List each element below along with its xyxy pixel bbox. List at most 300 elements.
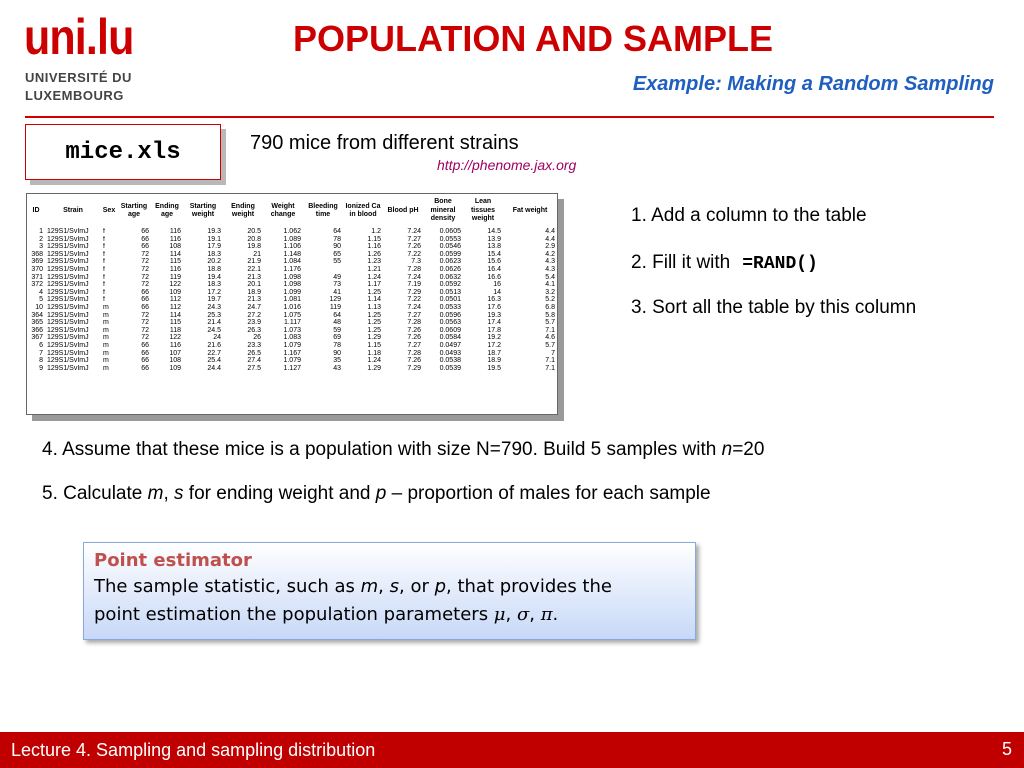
table-cell: 3 bbox=[39, 243, 43, 251]
table-cell: 1.176 bbox=[283, 265, 301, 273]
step-5 bbox=[42, 483, 711, 505]
callout-m: m bbox=[360, 576, 379, 597]
slide-subtitle: Example: Making a Random Sampling bbox=[632, 73, 994, 95]
table-cell: 20.1 bbox=[247, 281, 261, 289]
table-cell: 4.3 bbox=[545, 265, 555, 273]
table-cell: 1.098 bbox=[283, 273, 301, 281]
table-cell: f bbox=[103, 288, 105, 296]
table-cell: 0.0599 bbox=[439, 250, 461, 258]
table-cell: 7.26 bbox=[407, 326, 421, 334]
table-cell: 72 bbox=[141, 319, 149, 327]
table-row bbox=[27, 357, 557, 365]
table-header-cell: Bone mineral density bbox=[430, 198, 456, 223]
table-cell: 5.7 bbox=[545, 319, 555, 327]
step-5-end: – proportion of males for each sample bbox=[386, 483, 711, 504]
table-cell: 364 bbox=[31, 311, 43, 319]
table-cell: 119 bbox=[169, 273, 181, 281]
table-cell: 129S1/SvImJ bbox=[47, 243, 89, 251]
table-cell: 0.0632 bbox=[439, 273, 461, 281]
table-cell: 1.25 bbox=[367, 326, 381, 334]
table-cell: 25.3 bbox=[207, 311, 221, 319]
table-cell: 19.3 bbox=[487, 311, 501, 319]
university-logo-mark: uni.lu bbox=[24, 9, 134, 65]
table-cell: 17.8 bbox=[487, 326, 501, 334]
step-2-text: 2. Fill it with bbox=[631, 252, 731, 273]
callout-l1-end: , that provides the bbox=[446, 576, 612, 597]
step-4-text: 4. Assume that these mice is a population with size N=790. Build 5 samples with bbox=[42, 439, 722, 460]
table-cell: 15.4 bbox=[487, 250, 501, 258]
step-5-s: s bbox=[174, 483, 184, 504]
table-cell: 14 bbox=[493, 288, 501, 296]
table-cell: 27.5 bbox=[247, 364, 261, 372]
table-cell: 1.15 bbox=[367, 341, 381, 349]
table-cell: 1.17 bbox=[367, 281, 381, 289]
table-cell: 1.083 bbox=[283, 334, 301, 342]
slide-title: POPULATION AND SAMPLE bbox=[293, 18, 774, 59]
table-row bbox=[27, 258, 557, 266]
table-cell: 17.9 bbox=[207, 243, 221, 251]
table-row bbox=[27, 334, 557, 342]
table-cell: 0.0533 bbox=[439, 303, 461, 311]
table-cell: 1.075 bbox=[283, 311, 301, 319]
table-cell: 13.9 bbox=[487, 235, 501, 243]
table-header-cell: Sex bbox=[102, 206, 116, 214]
table-cell: 129S1/SvImJ bbox=[47, 341, 89, 349]
table-cell: 19.1 bbox=[207, 235, 221, 243]
table-cell: 13.8 bbox=[487, 243, 501, 251]
callout-l1-comma: , bbox=[378, 576, 390, 597]
table-cell: 21.9 bbox=[247, 258, 261, 266]
callout-mu: μ bbox=[493, 604, 506, 625]
table-cell: 1.106 bbox=[283, 243, 301, 251]
table-cell: 48 bbox=[333, 319, 341, 327]
table-cell: 372 bbox=[31, 281, 43, 289]
table-cell: f bbox=[103, 296, 105, 304]
table-cell: 7 bbox=[39, 349, 43, 357]
table-cell: 23.3 bbox=[247, 341, 261, 349]
step-5-p: p bbox=[375, 483, 387, 504]
table-cell: 1.29 bbox=[367, 364, 381, 372]
table-cell: f bbox=[103, 273, 105, 281]
table-cell: 35 bbox=[333, 357, 341, 365]
table-cell: 129S1/SvImJ bbox=[47, 296, 89, 304]
table-row bbox=[27, 296, 557, 304]
table-cell: 72 bbox=[141, 265, 149, 273]
table-cell: 72 bbox=[141, 311, 149, 319]
table-cell: 66 bbox=[141, 357, 149, 365]
table-cell: 10 bbox=[35, 303, 43, 311]
source-url[interactable]: http://phenome.jax.org bbox=[437, 157, 577, 173]
table-cell: 90 bbox=[333, 243, 341, 251]
logo-text-line2: LUXEMBOURG bbox=[25, 88, 124, 103]
table-cell: 1.167 bbox=[283, 349, 301, 357]
table-cell: 112 bbox=[169, 303, 181, 311]
table-cell: 17.4 bbox=[487, 319, 501, 327]
table-cell: 1.098 bbox=[283, 281, 301, 289]
table-cell: m bbox=[103, 349, 109, 357]
table-cell: 0.0501 bbox=[439, 296, 461, 304]
callout-l2-comma2: , bbox=[529, 604, 541, 625]
table-cell: 8 bbox=[39, 357, 43, 365]
table-cell: 4.4 bbox=[545, 228, 555, 235]
table-cell: m bbox=[103, 311, 109, 319]
table-cell: 72 bbox=[141, 326, 149, 334]
table-cell: f bbox=[103, 281, 105, 289]
table-row bbox=[27, 266, 557, 274]
table-cell: 118 bbox=[169, 326, 181, 334]
table-cell: 7.29 bbox=[407, 288, 421, 296]
table-cell: 90 bbox=[333, 349, 341, 357]
table-cell: 69 bbox=[333, 334, 341, 342]
table-cell: 21.3 bbox=[247, 273, 261, 281]
table-cell: 17.6 bbox=[487, 303, 501, 311]
table-cell: 1.29 bbox=[367, 334, 381, 342]
callout-l2-text: point estimation the population parameters bbox=[94, 604, 494, 625]
table-cell: 129S1/SvImJ bbox=[47, 357, 89, 365]
table-cell: f bbox=[103, 243, 105, 251]
table-cell: 129S1/SvImJ bbox=[47, 334, 89, 342]
callout-sigma: σ bbox=[516, 604, 530, 625]
table-cell: 129S1/SvImJ bbox=[47, 326, 89, 334]
table-cell: 129S1/SvImJ bbox=[47, 303, 89, 311]
table-cell: 122 bbox=[169, 334, 181, 342]
table-header-cell: Starting age bbox=[120, 202, 148, 218]
logo-text-line1: UNIVERSITÉ DU bbox=[25, 70, 132, 85]
table-cell: 18.9 bbox=[487, 357, 501, 365]
table-cell: 7.3 bbox=[411, 258, 421, 266]
table-cell: 7 bbox=[551, 349, 555, 357]
table-cell: 64 bbox=[333, 228, 341, 235]
table-cell: 1.18 bbox=[367, 349, 381, 357]
table-cell: 114 bbox=[169, 311, 181, 319]
table-cell: m bbox=[103, 341, 109, 349]
table-cell: 116 bbox=[169, 341, 181, 349]
step-2 bbox=[631, 252, 818, 274]
table-cell: 1 bbox=[39, 228, 43, 235]
table-cell: 4.2 bbox=[545, 250, 555, 258]
table-cell: 26.5 bbox=[247, 349, 261, 357]
table-row bbox=[27, 236, 557, 244]
table-cell: 26.3 bbox=[247, 326, 261, 334]
table-cell: 18.9 bbox=[247, 288, 261, 296]
table-cell: 7.24 bbox=[407, 303, 421, 311]
table-cell: 66 bbox=[141, 288, 149, 296]
table-cell: 72 bbox=[141, 273, 149, 281]
dataset-description: 790 mice from different strains bbox=[250, 132, 519, 154]
table-cell: 4.4 bbox=[545, 235, 555, 243]
table-cell: 0.0605 bbox=[439, 228, 461, 235]
table-cell: 129S1/SvImJ bbox=[47, 311, 89, 319]
table-cell: 114 bbox=[169, 250, 181, 258]
footer-lecture-title: Lecture 4. Sampling and sampling distribution bbox=[11, 740, 376, 760]
table-cell: 7.1 bbox=[545, 326, 555, 334]
table-header-cell: Blood pH bbox=[387, 206, 419, 214]
table-cell: 1.117 bbox=[284, 319, 301, 327]
table-cell: 115 bbox=[169, 319, 181, 327]
table-cell: 21.4 bbox=[207, 319, 221, 327]
table-cell: 6 bbox=[39, 341, 43, 349]
table-cell: 65 bbox=[333, 250, 341, 258]
mice-data-table bbox=[26, 193, 558, 415]
table-cell: 0.0553 bbox=[439, 235, 461, 243]
table-cell bbox=[303, 266, 343, 274]
table-cell: 72 bbox=[141, 334, 149, 342]
table-cell: 18.7 bbox=[487, 349, 501, 357]
table-cell: 4.1 bbox=[545, 281, 555, 289]
table-header-cell: Ending age bbox=[155, 202, 179, 218]
table-cell: 0.0546 bbox=[439, 243, 461, 251]
table-cell: 66 bbox=[141, 243, 149, 251]
file-name-label: mice.xls bbox=[65, 138, 181, 166]
table-cell: 14.5 bbox=[487, 228, 501, 235]
step-5-comma: , bbox=[163, 483, 175, 504]
table-cell: 27.4 bbox=[247, 357, 261, 365]
table-header-cell: Strain bbox=[63, 206, 83, 214]
callout-l1-or: , or bbox=[399, 576, 435, 597]
table-cell: 0.0584 bbox=[439, 334, 461, 342]
table-row bbox=[27, 327, 557, 335]
table-row bbox=[27, 350, 557, 358]
table-cell: 7.28 bbox=[407, 265, 421, 273]
table-cell: 0.0609 bbox=[439, 326, 461, 334]
table-cell: f bbox=[103, 228, 105, 235]
table-cell: 78 bbox=[333, 341, 341, 349]
table-cell: 0.0513 bbox=[439, 288, 461, 296]
table-row bbox=[27, 281, 557, 289]
table-cell: 25.4 bbox=[207, 357, 221, 365]
table-cell: 7.27 bbox=[407, 235, 421, 243]
table-cell: 1.14 bbox=[367, 296, 381, 304]
table-cell: 129S1/SvImJ bbox=[47, 349, 89, 357]
table-cell: 5.8 bbox=[545, 311, 555, 319]
table-cell: 7.28 bbox=[407, 319, 421, 327]
table-cell: 129S1/SvImJ bbox=[47, 258, 89, 266]
callout-line-1 bbox=[94, 573, 685, 601]
table-cell: 24 bbox=[213, 334, 221, 342]
table-cell: 0.0539 bbox=[439, 364, 461, 372]
table-cell: 21 bbox=[253, 250, 261, 258]
table-cell: 129S1/SvImJ bbox=[47, 281, 89, 289]
title-divider bbox=[25, 116, 994, 118]
table-cell: 1.089 bbox=[283, 235, 301, 243]
table-cell: f bbox=[103, 265, 105, 273]
table-cell: 1.24 bbox=[367, 357, 381, 365]
step-4 bbox=[42, 439, 764, 461]
table-cell: 1.16 bbox=[367, 243, 381, 251]
table-cell: f bbox=[103, 235, 105, 243]
table-cell: 1.2 bbox=[371, 228, 381, 235]
table-cell: 108 bbox=[169, 243, 181, 251]
table-cell: 1.23 bbox=[367, 258, 381, 266]
table-cell: 16.4 bbox=[487, 265, 501, 273]
table-cell: 18.3 bbox=[207, 250, 221, 258]
table-cell: 9 bbox=[39, 364, 43, 372]
table-header-row bbox=[27, 194, 557, 228]
table-cell: 24.7 bbox=[247, 303, 261, 311]
table-cell: 4 bbox=[39, 288, 43, 296]
table-cell: 72 bbox=[141, 281, 149, 289]
table-cell: 1.081 bbox=[283, 296, 301, 304]
table-cell: 19.4 bbox=[207, 273, 221, 281]
table-cell: 66 bbox=[141, 303, 149, 311]
table-cell: 16.3 bbox=[487, 296, 501, 304]
page-number: 5 bbox=[1001, 739, 1012, 759]
table-cell: 116 bbox=[169, 235, 181, 243]
table-cell: 365 bbox=[31, 319, 43, 327]
table-cell: 1.24 bbox=[367, 273, 381, 281]
table-cell: 2 bbox=[39, 235, 43, 243]
table-cell: 21.3 bbox=[247, 296, 261, 304]
step-1: 1. Add a column to the table bbox=[631, 205, 867, 226]
file-name-box bbox=[25, 124, 221, 180]
callout-line-2 bbox=[94, 601, 685, 629]
table-cell: 27.2 bbox=[247, 311, 261, 319]
table-header-cell: Fat weight bbox=[512, 206, 548, 214]
step-4-n: n bbox=[721, 439, 733, 460]
callout-l1-text: The sample statistic, such as bbox=[94, 576, 361, 597]
callout-p: p bbox=[434, 576, 447, 597]
step-5-text: 5. Calculate bbox=[42, 483, 148, 504]
callout-l2-comma1: , bbox=[505, 604, 517, 625]
table-header-cell: Starting weight bbox=[189, 202, 217, 218]
table-cell: 1.25 bbox=[367, 288, 381, 296]
table-cell: 129S1/SvImJ bbox=[47, 319, 89, 327]
table-row bbox=[27, 319, 557, 327]
table-cell: 19.5 bbox=[487, 364, 501, 372]
table-cell: m bbox=[103, 357, 109, 365]
table-cell: 19.8 bbox=[247, 243, 261, 251]
table-row bbox=[27, 274, 557, 282]
table-cell: 1.073 bbox=[283, 326, 301, 334]
table-cell: 0.0592 bbox=[439, 281, 461, 289]
table-cell: 0.0563 bbox=[439, 319, 461, 327]
table-cell: 2.9 bbox=[545, 243, 555, 251]
table-cell: 7.22 bbox=[407, 250, 421, 258]
table-cell: 24.3 bbox=[207, 303, 221, 311]
table-cell: 22.1 bbox=[247, 265, 261, 273]
table-cell: 129 bbox=[329, 296, 341, 304]
table-cell: 72 bbox=[141, 250, 149, 258]
table-row bbox=[27, 251, 557, 259]
table-cell: 19.7 bbox=[207, 296, 221, 304]
table-cell: m bbox=[103, 364, 109, 372]
table-cell: 66 bbox=[141, 364, 149, 372]
table-cell: 1.127 bbox=[283, 364, 301, 372]
table-header-cell: Ending weight bbox=[231, 202, 255, 218]
table-cell: 116 bbox=[169, 228, 181, 235]
table-cell: 369 bbox=[31, 258, 43, 266]
table-cell: 7.26 bbox=[407, 334, 421, 342]
table-header-cell: Weight change bbox=[270, 202, 296, 218]
table-cell: m bbox=[103, 334, 109, 342]
table-cell: 107 bbox=[169, 349, 181, 357]
table-row bbox=[27, 365, 557, 373]
step-5-mid: for ending weight and bbox=[183, 483, 376, 504]
rand-formula: =RAND() bbox=[742, 254, 818, 274]
table-cell: 129S1/SvImJ bbox=[47, 228, 89, 235]
table-cell: 1.079 bbox=[283, 341, 301, 349]
table-cell: 129S1/SvImJ bbox=[47, 235, 89, 243]
table-cell: 7.1 bbox=[545, 364, 555, 372]
table-cell: 7.24 bbox=[407, 273, 421, 281]
table-cell: 129S1/SvImJ bbox=[47, 250, 89, 258]
table-cell: 7.27 bbox=[407, 341, 421, 349]
table-cell: 1.25 bbox=[367, 319, 381, 327]
table-cell: 0.0538 bbox=[439, 357, 461, 365]
table-cell: 21.6 bbox=[207, 341, 221, 349]
table-cell: 24.5 bbox=[207, 326, 221, 334]
table-cell: 6.8 bbox=[545, 303, 555, 311]
table-cell: 1.25 bbox=[367, 311, 381, 319]
table-cell: 66 bbox=[141, 341, 149, 349]
table-cell: 23.9 bbox=[247, 319, 261, 327]
table-cell: m bbox=[103, 326, 109, 334]
table-cell: 0.0623 bbox=[439, 258, 461, 266]
table-cell: 1.016 bbox=[283, 303, 301, 311]
table-cell: 1.21 bbox=[367, 265, 381, 273]
table-cell: 3.2 bbox=[545, 288, 555, 296]
table-row bbox=[27, 342, 557, 350]
step-3: 3. Sort all the table by this column bbox=[631, 297, 917, 318]
table-cell: 4.3 bbox=[545, 258, 555, 266]
table-cell: 0.0596 bbox=[439, 311, 461, 319]
table-cell: 1.099 bbox=[283, 288, 301, 296]
table-cell: 108 bbox=[169, 357, 181, 365]
table-cell: 26 bbox=[253, 334, 261, 342]
table-cell: 72 bbox=[141, 258, 149, 266]
table-cell: 24.4 bbox=[207, 364, 221, 372]
table-cell: 1.13 bbox=[367, 303, 381, 311]
table-cell: 0.0493 bbox=[439, 349, 461, 357]
table-cell: 7.19 bbox=[407, 281, 421, 289]
table-cell: 17.2 bbox=[207, 288, 221, 296]
table-cell: 115 bbox=[169, 258, 181, 266]
table-cell: 78 bbox=[333, 235, 341, 243]
table-cell: 109 bbox=[169, 364, 181, 372]
table-row bbox=[27, 228, 557, 236]
table-cell: 129S1/SvImJ bbox=[47, 288, 89, 296]
table-cell: 59 bbox=[333, 326, 341, 334]
table-cell: 370 bbox=[31, 265, 43, 273]
step-4-end: =20 bbox=[732, 439, 765, 460]
table-cell: 1.148 bbox=[283, 250, 301, 258]
table-cell: 16.6 bbox=[487, 273, 501, 281]
table-cell: 367 bbox=[31, 334, 43, 342]
table-cell: 129S1/SvImJ bbox=[47, 364, 89, 372]
step-5-m: m bbox=[147, 483, 164, 504]
table-cell: 15.6 bbox=[487, 258, 501, 266]
table-cell: 4.6 bbox=[545, 334, 555, 342]
table-cell: 119 bbox=[329, 303, 341, 311]
table-cell: 1.26 bbox=[367, 250, 381, 258]
table-cell: 371 bbox=[31, 273, 43, 281]
table-cell: 1.15 bbox=[367, 235, 381, 243]
table-cell: 18.3 bbox=[207, 281, 221, 289]
table-cell: 19.3 bbox=[207, 228, 221, 235]
callout-s: s bbox=[389, 576, 399, 597]
table-cell: 20.2 bbox=[207, 258, 221, 266]
table-cell: m bbox=[103, 303, 109, 311]
table-cell: 66 bbox=[141, 235, 149, 243]
table-cell: 7.26 bbox=[407, 243, 421, 251]
table-cell: 73 bbox=[333, 281, 341, 289]
table-row bbox=[27, 289, 557, 297]
callout-l2-end: . bbox=[552, 604, 559, 625]
table-cell: m bbox=[103, 319, 109, 327]
table-row bbox=[27, 243, 557, 251]
table-cell: 7.22 bbox=[407, 296, 421, 304]
table-cell: 55 bbox=[333, 258, 341, 266]
